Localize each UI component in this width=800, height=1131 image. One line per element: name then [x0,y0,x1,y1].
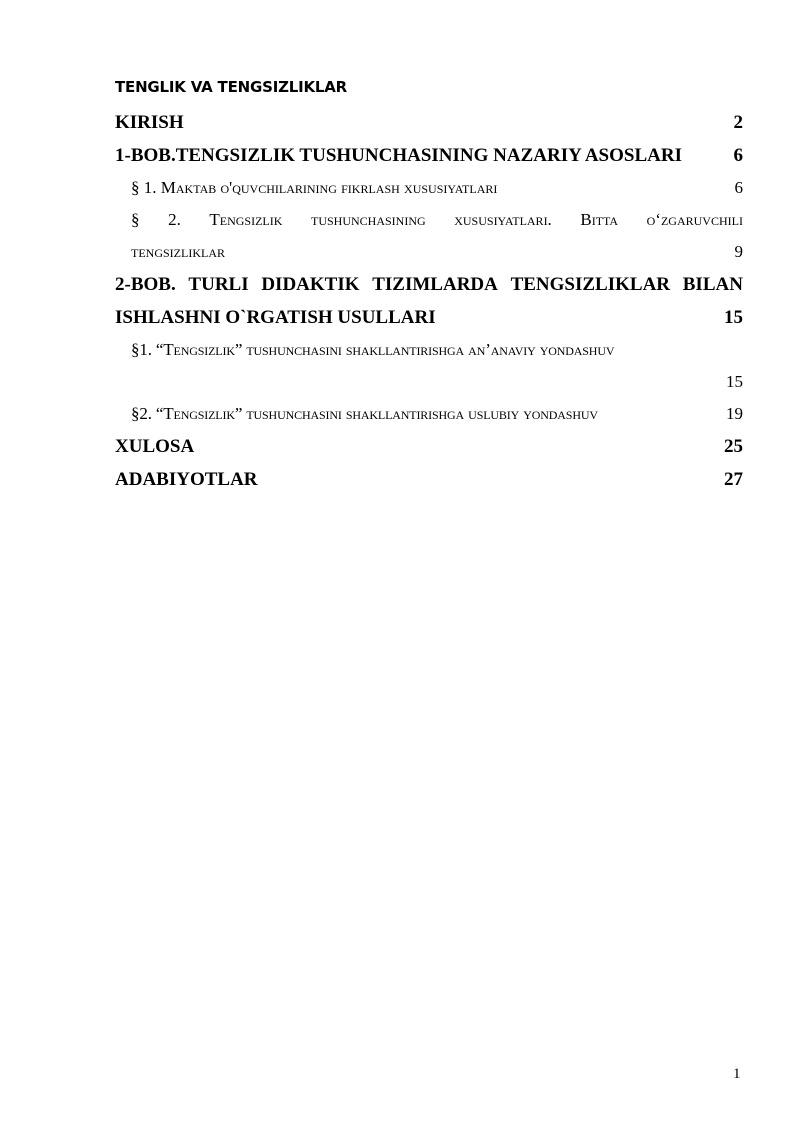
toc-entry-kirish[interactable] [115,106,743,139]
toc-word: TENGSIZLIKLAR [510,274,671,295]
toc-entry-label-line-2 [131,236,743,268]
toc-entry-page: 9 [734,242,743,261]
toc-word: Bitta [580,210,619,229]
toc-word: tushunchasining [310,210,426,229]
toc-entry-adabiyotlar[interactable] [115,463,743,496]
toc-entry-label-line-2 [115,301,743,334]
toc-entry-label: tengsizliklar [131,242,225,261]
toc-word: DIDAKTIK [261,274,360,295]
page-number: 1 [733,1066,741,1082]
toc-entry-label-line-1 [115,268,743,301]
toc-entry-label: § 1. Maktab o'quvchilarining fikrlash xususiyatlari [131,178,498,197]
toc-entry-page: 25 [724,436,743,457]
toc-entry-label: XULOSA [115,436,195,457]
toc-entry-label-line-1 [131,204,743,236]
toc-word: BILAN [682,274,743,295]
toc-entry-label: ADABIYOTLAR [115,469,258,490]
toc-word: TIZIMLARDA [372,274,498,295]
toc-entry-page: 27 [724,469,743,490]
toc-word: TURLI [188,274,249,295]
toc-entry-chapter-2[interactable] [115,268,743,334]
toc-entry-xulosa[interactable] [115,430,743,463]
table-of-contents [115,106,743,496]
toc-entry-page: 2 [733,112,743,133]
toc-word: 2-BOB. [115,274,176,295]
toc-word: Tengsizlik [209,210,283,229]
toc-entry-chapter-1[interactable] [115,139,743,172]
toc-entry-label: 1-BOB.TENGSIZLIK TUSHUNCHASINING NAZARIY ASOSLARI [115,145,682,166]
toc-word: o‘zgaruvchili [646,210,743,229]
toc-entry-label: §2. “Tengsizlik” tushunchasini shakllantirishga uslubiy yondashuv [131,404,598,423]
toc-entry-section-1-1[interactable] [131,172,743,204]
toc-entry-page: 19 [726,404,743,423]
toc-entry-page: 15 [726,372,743,391]
toc-entry-label: §1. “Tengsizlik” tushunchasini shakllantirishga an’anaviy yondashuv [131,340,615,359]
toc-word: § [131,210,140,229]
toc-word: 2. [168,210,181,229]
toc-entry-page: 6 [734,178,743,197]
toc-entry-label: ISHLASHNI O`RGATISH USULLARI [115,307,436,328]
toc-entry-label: KIRISH [115,112,184,133]
toc-word: xususiyatlari. [454,210,552,229]
toc-entry-page: 15 [724,307,743,328]
toc-entry-section-2-2[interactable] [131,398,743,430]
document-title: TENGLIK VA TENGSIZLIKLAR [115,78,348,96]
toc-entry-page: 6 [733,145,743,166]
toc-entry-section-2-1[interactable] [131,334,743,398]
toc-entry-section-1-2[interactable] [131,204,743,268]
